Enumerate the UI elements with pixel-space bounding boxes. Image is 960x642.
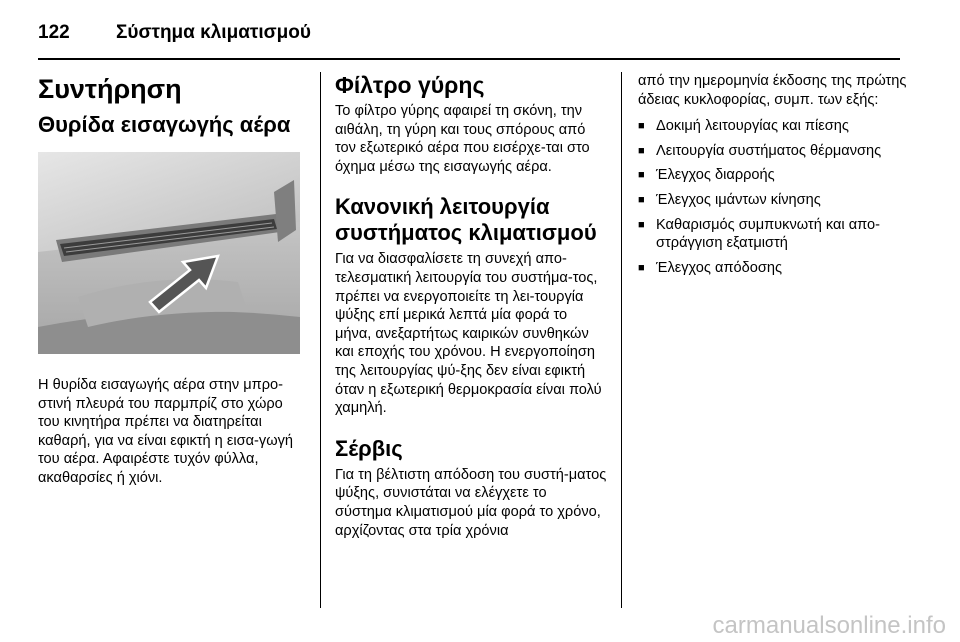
list-item: ■ Λειτουργία συστήματος θέρμανσης <box>638 142 882 159</box>
bullet-square-icon: ■ <box>638 144 645 157</box>
service-continued-text: από την ημερομηνία έκδοσης της πρώτης άδειας κυκλοφορίας, συμπ. των εξής: <box>638 73 907 108</box>
service-text: Για τη βέλτιστη απόδοση του συστή-ματος ψύξης, συνιστάται να ελέγχετε το σύστημα κλιματισμού μία φορά το χρόνο, αρχίζοντας στα τρία χρόνια <box>335 466 607 539</box>
column-left <box>38 72 300 488</box>
header-rule <box>38 58 900 60</box>
column-middle <box>335 72 607 540</box>
section-title-pollen-filter: Φίλτρο γύρης <box>335 72 485 98</box>
bullet-square-icon: ■ <box>638 193 645 206</box>
list-item: ■ Δοκιμή λειτουργίας και πίεσης <box>638 118 849 135</box>
list-item: ■ Έλεγχος διαρροής <box>638 167 775 184</box>
bullet-square-icon: ■ <box>638 218 645 231</box>
watermark: carmanualsonline.info <box>712 612 946 639</box>
air-intake-photo <box>38 152 300 354</box>
list-item: ■ Έλεγχος απόδοσης <box>638 259 783 276</box>
normal-operation-text: Για να διασφαλίσετε τη συνεχή απο-τελεσματική λειτουργία του συστήμα-τος, πρέπει να ενεργοποιείτε τη λει-τουργία ψύξης επί μερικά λεπτά μία φορά το μήνα, ανεξαρτήτως καιρικών συνθηκών και εποχής του χρόνου. Η ενεργοποίηση της λειτουργίας ψύ-ξης δεν είναι εφικτή όταν η εξωτερική θερμοκρασία είναι πολύ χαμηλή. <box>335 251 602 417</box>
chapter-title: Σύστημα κλιματισμού <box>116 22 311 43</box>
column-divider <box>621 72 622 608</box>
list-item: ■ Καθαρισμός συμπυκνωτή και απο-στράγγιση εξατμιστή <box>638 216 881 252</box>
column-divider <box>320 72 321 608</box>
subsection-heading: Θυρίδα εισαγωγής αέρα <box>38 112 291 137</box>
intake-paragraph: Η θυρίδα εισαγωγής αέρα στην μπρο-στινή πλευρά του παρμπρίζ στο χώρο του κινητήρα πρέπει να διατηρείται καθαρή, για να είναι εφικτή η εισα-γωγή του αέρα. Αφαιρέστε τυχόν φύλλα, ακαθαρσίες ή χιόνι. <box>38 377 294 486</box>
bullet-square-icon: ■ <box>638 120 645 133</box>
column-right <box>638 72 910 283</box>
page-number: 122 <box>38 22 70 43</box>
section-heading: Συντήρηση <box>38 74 182 104</box>
pollen-filter-text: Το φίλτρο γύρης αφαιρεί τη σκόνη, την αιθάλη, τη γύρη και τους σπόρους από τον εξωτερικό αέρα που εισέρχε-ται στο όχημα μέσω της εισαγωγής αέρα. <box>335 103 590 175</box>
section-title-service: Σέρβις <box>335 435 403 461</box>
bullet-square-icon: ■ <box>638 261 645 274</box>
page-header <box>38 22 311 44</box>
service-checklist <box>638 117 910 277</box>
section-title-normal-operation: Κανονική λειτουργία συστήματος κλιματισμού <box>335 194 597 246</box>
bullet-square-icon: ■ <box>638 169 645 182</box>
list-item: ■ Έλεγχος ιμάντων κίνησης <box>638 191 821 208</box>
air-intake-photo-illustration <box>38 152 300 354</box>
